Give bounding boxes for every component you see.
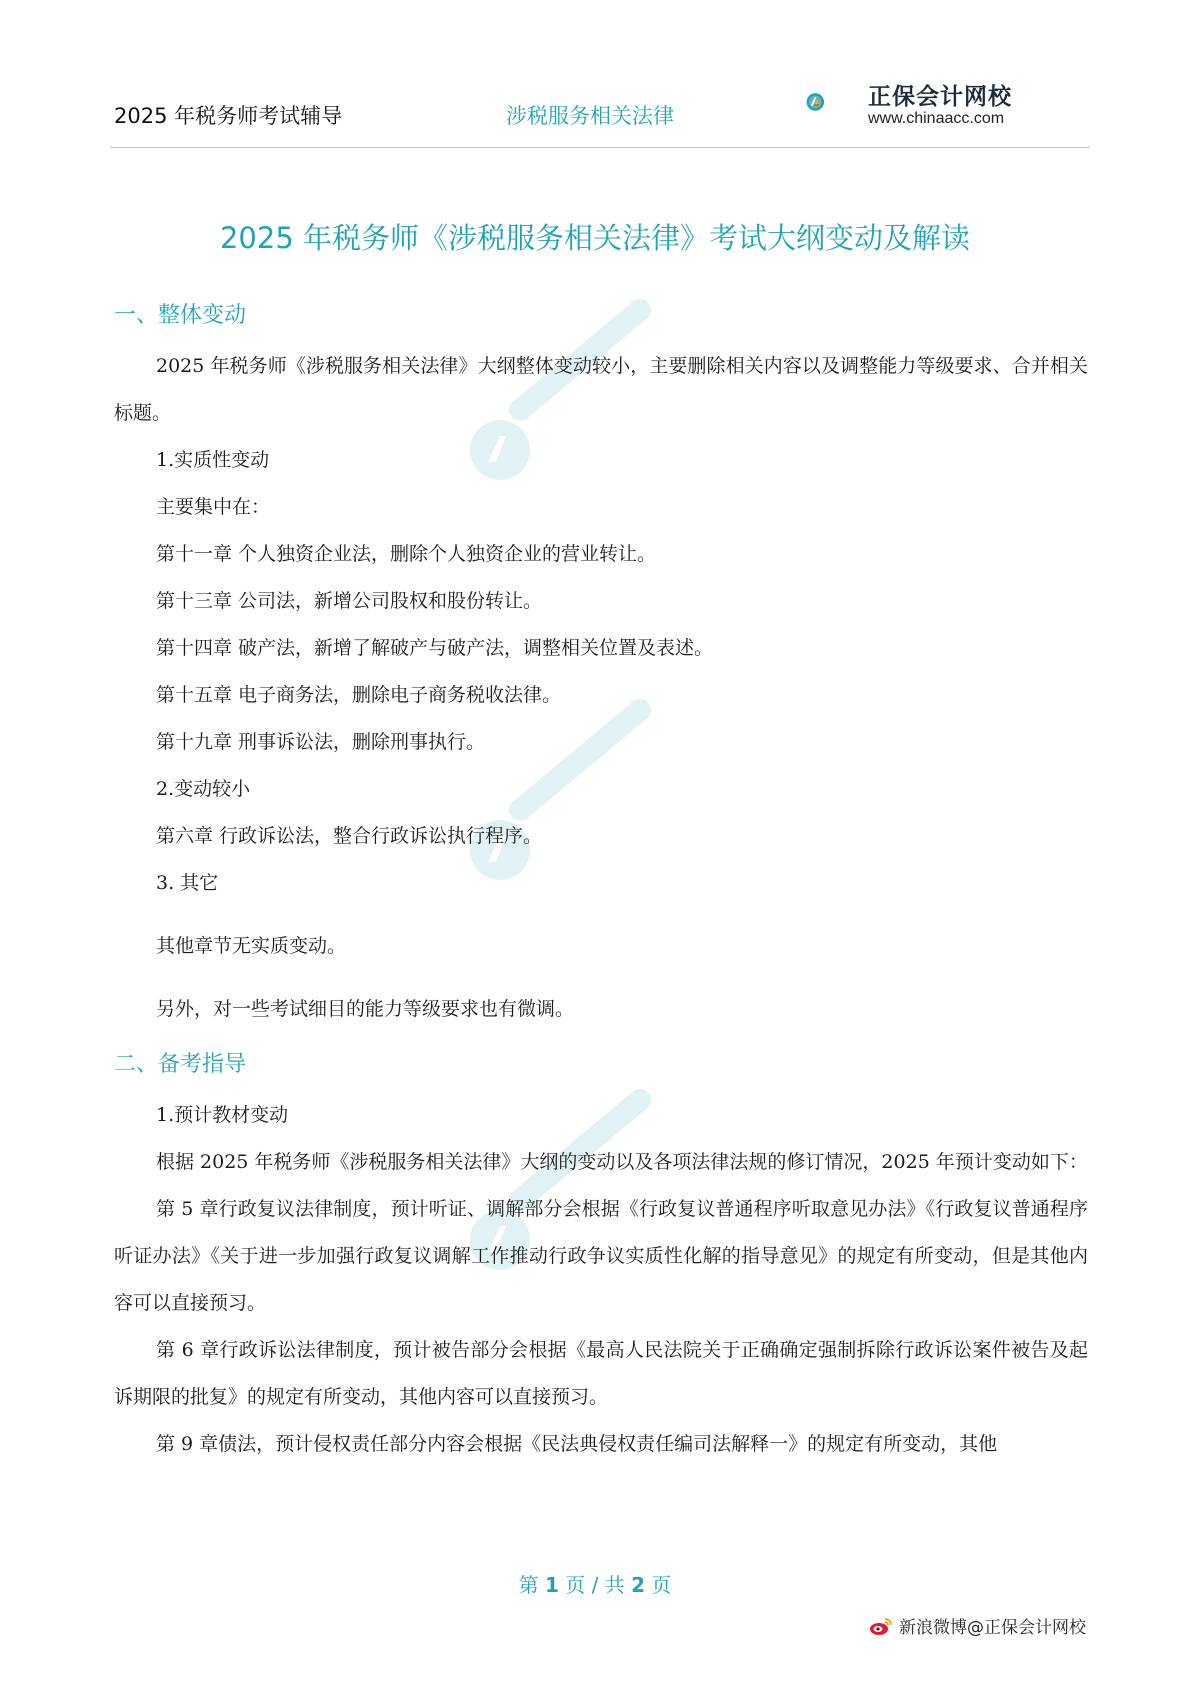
section1-intro: 2025 年税务师《涉税服务相关法律》大纲整体变动较小，主要删除相关内容以及调整能力等级要求、合并相关标题。: [114, 355, 1088, 424]
section1-sub2: 2.变动较小: [156, 778, 251, 800]
header-exam-title: 2025 年税务师考试辅导: [114, 104, 343, 128]
weibo-credit: [869, 1613, 1086, 1638]
page-current: 1: [544, 1573, 559, 1597]
document-body: [114, 298, 1088, 1468]
chapter-change-paragraph: 第 5 章行政复议法律制度，预计听证、调解部分会根据《行政复议普通程序听取意见办法》《行政复议普通程序听证办法》《关于进一步加强行政复议调解工作推动行政争议实质性化解的指导意见》的规定有所变动，但是其他内容可以直接预习。: [114, 1198, 1088, 1314]
chapter-change-paragraph: 第 9 章债法，预计侵权责任部分内容会根据《民法典侵权责任编司法解释一》的规定有所变动，其他: [156, 1433, 998, 1455]
list-item: 第十九章 刑事诉讼法，删除刑事执行。: [156, 731, 486, 753]
logo-name: 正保会计网校: [868, 84, 1012, 110]
logo-url: www.chinaacc.com: [868, 110, 1005, 127]
list-item: 第十三章 公司法，新增公司股权和股份转让。: [156, 590, 543, 612]
section1-sub3: 3. 其它: [156, 872, 219, 894]
chinaacc-logo-icon: [806, 70, 870, 134]
header-divider: [110, 147, 1090, 148]
section2-sub1: 1.预计教材变动: [156, 1104, 289, 1126]
list-item: 其他章节无实质变动。: [156, 935, 347, 957]
section-heading-study-guide: 二、备考指导: [114, 1052, 247, 1077]
section1-focus: 主要集中在：: [156, 496, 271, 518]
list-item: 第六章 行政诉讼法，整合行政诉讼执行程序。: [156, 825, 543, 847]
weibo-text: 新浪微博@正保会计网校: [899, 1618, 1086, 1638]
document-title: 2025 年税务师《涉税服务相关法律》考试大纲变动及解读: [219, 221, 971, 255]
chapter-change-paragraph: 第 6 章行政诉讼法律制度，预计被告部分会根据《最高人民法院关于正确确定强制拆除行政诉讼案件被告及起诉期限的批复》的规定有所变动，其他内容可以直接预习。: [114, 1339, 1088, 1408]
section2-intro: 根据 2025 年税务师《涉税服务相关法律》大纲的变动以及各项法律法规的修订情况，2025 年预计变动如下：: [156, 1151, 1088, 1173]
header-subject: 涉税服务相关法律: [506, 104, 674, 128]
page-total: 2: [631, 1573, 645, 1597]
list-item: 第十四章 破产法，新增了解破产与破产法，调整相关位置及表述。: [156, 637, 714, 659]
section-heading-overall-changes: 一、整体变动: [114, 303, 247, 328]
section1-sub1: 1.实质性变动: [156, 449, 270, 471]
weibo-icon: [869, 1616, 893, 1636]
list-item: 第十五章 电子商务法，删除电子商务税收法律。: [156, 684, 562, 706]
list-item: 第十一章 个人独资企业法，删除个人独资企业的营业转让。: [156, 543, 657, 565]
page-number: 第 1 页 / 共 2 页: [518, 1573, 672, 1597]
section1-extra: 另外，对一些考试细目的能力等级要求也有微调。: [156, 998, 575, 1020]
